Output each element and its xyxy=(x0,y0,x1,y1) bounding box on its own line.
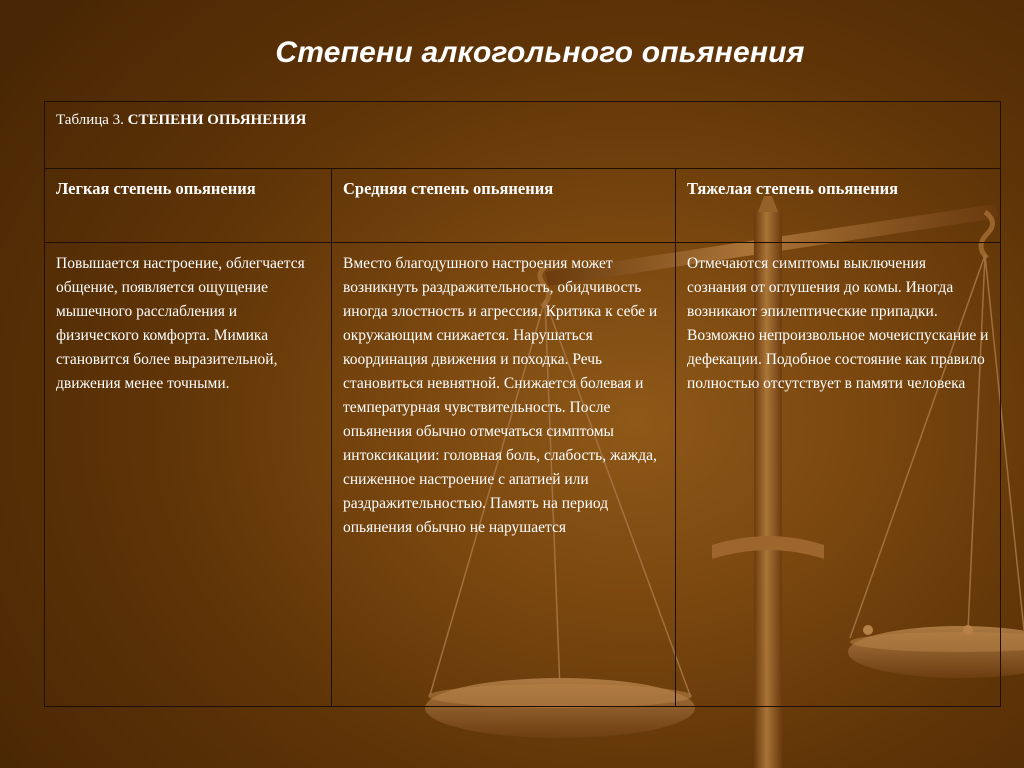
table-caption-prefix: Таблица 3. xyxy=(56,112,128,128)
table-caption-title: СТЕПЕНИ ОПЬЯНЕНИЯ xyxy=(127,112,307,128)
header-severe-degree: Тяжелая степень опьянения xyxy=(676,169,1001,243)
intoxication-degrees-table xyxy=(44,101,1001,707)
header-moderate-degree: Средняя степень опьянения xyxy=(332,169,676,243)
table-caption-row xyxy=(45,102,1001,169)
table-caption xyxy=(45,102,1001,169)
slide-title: Степени алкогольного опьянения xyxy=(275,36,805,69)
table-row xyxy=(45,243,1001,707)
header-mild-degree: Легкая степень опьянения xyxy=(45,169,332,243)
cell-moderate-description: Вместо благодушного настроения может возникнуть раздражительность, обидчивость иногда злостность и агрессия. Критика к себе и окружающим снижается. Нарушаться координация движения и походка. Речь становиться невнятной. Снижается болевая и температурная чувствительность. После опьянения обычно отмечаться симптомы интоксикации: головная боль, слабость, жажда, сниженное настроение с апатией или раздражительностью. Память на период опьянения обычно не нарушается xyxy=(332,243,676,707)
cell-severe-description: Отмечаются симптомы выключения сознания от оглушения до комы. Иногда возникают эпилептические припадки. Возможно непроизвольное мочеиспускание и дефекации. Подобное состояние как правило полностью отсутствует в памяти человека xyxy=(676,243,1001,707)
cell-mild-description: Повышается настроение, облегчается общение, появляется ощущение мышечного расслабления и физического комфорта. Мимика становится более выразительной, движения менее точными. xyxy=(45,243,332,707)
table-header-row xyxy=(45,169,1001,243)
